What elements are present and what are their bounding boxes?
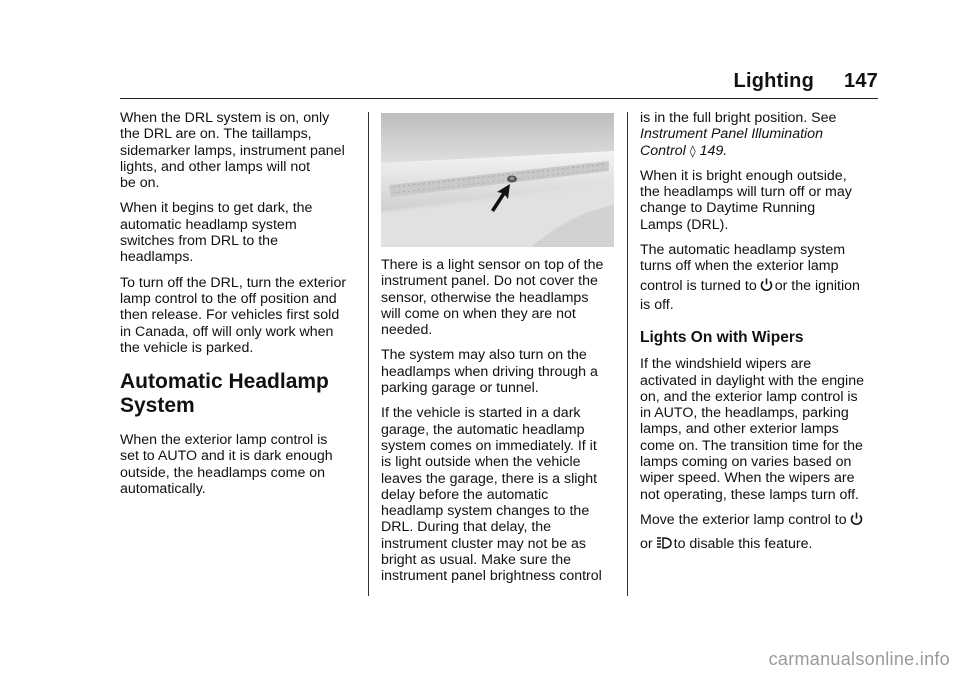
- system-off-paragraph: The automatic headlamp system turns off when the exterior lamp control is turned to or the ignition is off.: [640, 242, 860, 313]
- page-header: [734, 70, 878, 93]
- off-power-icon: [850, 512, 863, 526]
- drl-on-paragraph: When the DRL system is on, only the DRL are on. The taillamps, sidemarker lamps, instrument panel lights, and other lamps will not be on.: [120, 110, 345, 192]
- auto-paragraph: When the exterior lamp control is set to AUTO and it is dark enough outside, the headlamps come on automatically.: [120, 432, 333, 498]
- disable-feature-paragraph: Move the exterior lamp control to or to disable this feature.: [640, 512, 880, 553]
- sensor-paragraph: There is a light sensor on top of the instrument panel. Do not cover the sensor, otherwise the headlamps will come on when they are not needed.: [381, 257, 604, 339]
- garage-tunnel-paragraph: The system may also turn on the headlamps when driving through a parking garage or tunnel.: [381, 347, 598, 397]
- page-reference[interactable]: 149: [699, 142, 724, 159]
- column-divider-1: [368, 112, 369, 596]
- automatic-headlamp-heading: Automatic Headlamp System: [120, 370, 329, 418]
- drl-lamp-icon: [656, 536, 672, 550]
- full-bright-paragraph: is in the full bright position. See Instrument Panel Illumination Control ◊ 149.: [640, 110, 880, 159]
- header-rule: [120, 98, 878, 99]
- column-2: [381, 113, 617, 594]
- lights-on-wipers-heading: Lights On with Wipers: [640, 329, 804, 347]
- column-divider-2: [627, 112, 628, 596]
- section-title: Lighting: [733, 70, 815, 92]
- cross-reference-link[interactable]: Instrument Panel Illumination: [640, 126, 823, 143]
- wipers-paragraph: If the windshield wipers are activated in daylight with the engine on, and the exterior lamp control is in AUTO, the headlamps, parking lamps, and other exterior lamps come on. The transition time for the lamps coming on varies based on wiper speed. When the wipers are not operating, these lamps turn off.: [640, 356, 864, 503]
- dark-garage-paragraph: If the vehicle is started in a dark garage, the automatic headlamp system comes on immediately. If it is light outside when the vehicle leaves the garage, there is a slight delay before the automatic headlamp system changes to the DRL. During that delay, the instrument cluster may not be as bright as usual. Make sure the instrument panel brightness control: [381, 405, 602, 585]
- column-3: [640, 110, 880, 562]
- watermark: carmanualsonline.info: [768, 649, 950, 669]
- turn-off-drl-paragraph: To turn off the DRL, turn the exterior lamp control to the off position and then release. For vehicles first sold in Canada, off will only work when the vehicle is parked.: [120, 274, 347, 356]
- page-reference-arrow-icon: ◊: [689, 143, 696, 158]
- column-1: [120, 110, 355, 506]
- dark-switch-paragraph: When it begins to get dark, the automatic headlamp system switches from DRL to the headlamps.: [120, 200, 313, 266]
- light-sensor-photo: [381, 113, 614, 247]
- off-power-icon: [760, 278, 773, 292]
- bright-outside-paragraph: When it is bright enough outside, the headlamps will turn off or may change to Daytime Running Lamps (DRL).: [640, 167, 852, 233]
- page-number: 147: [844, 70, 878, 92]
